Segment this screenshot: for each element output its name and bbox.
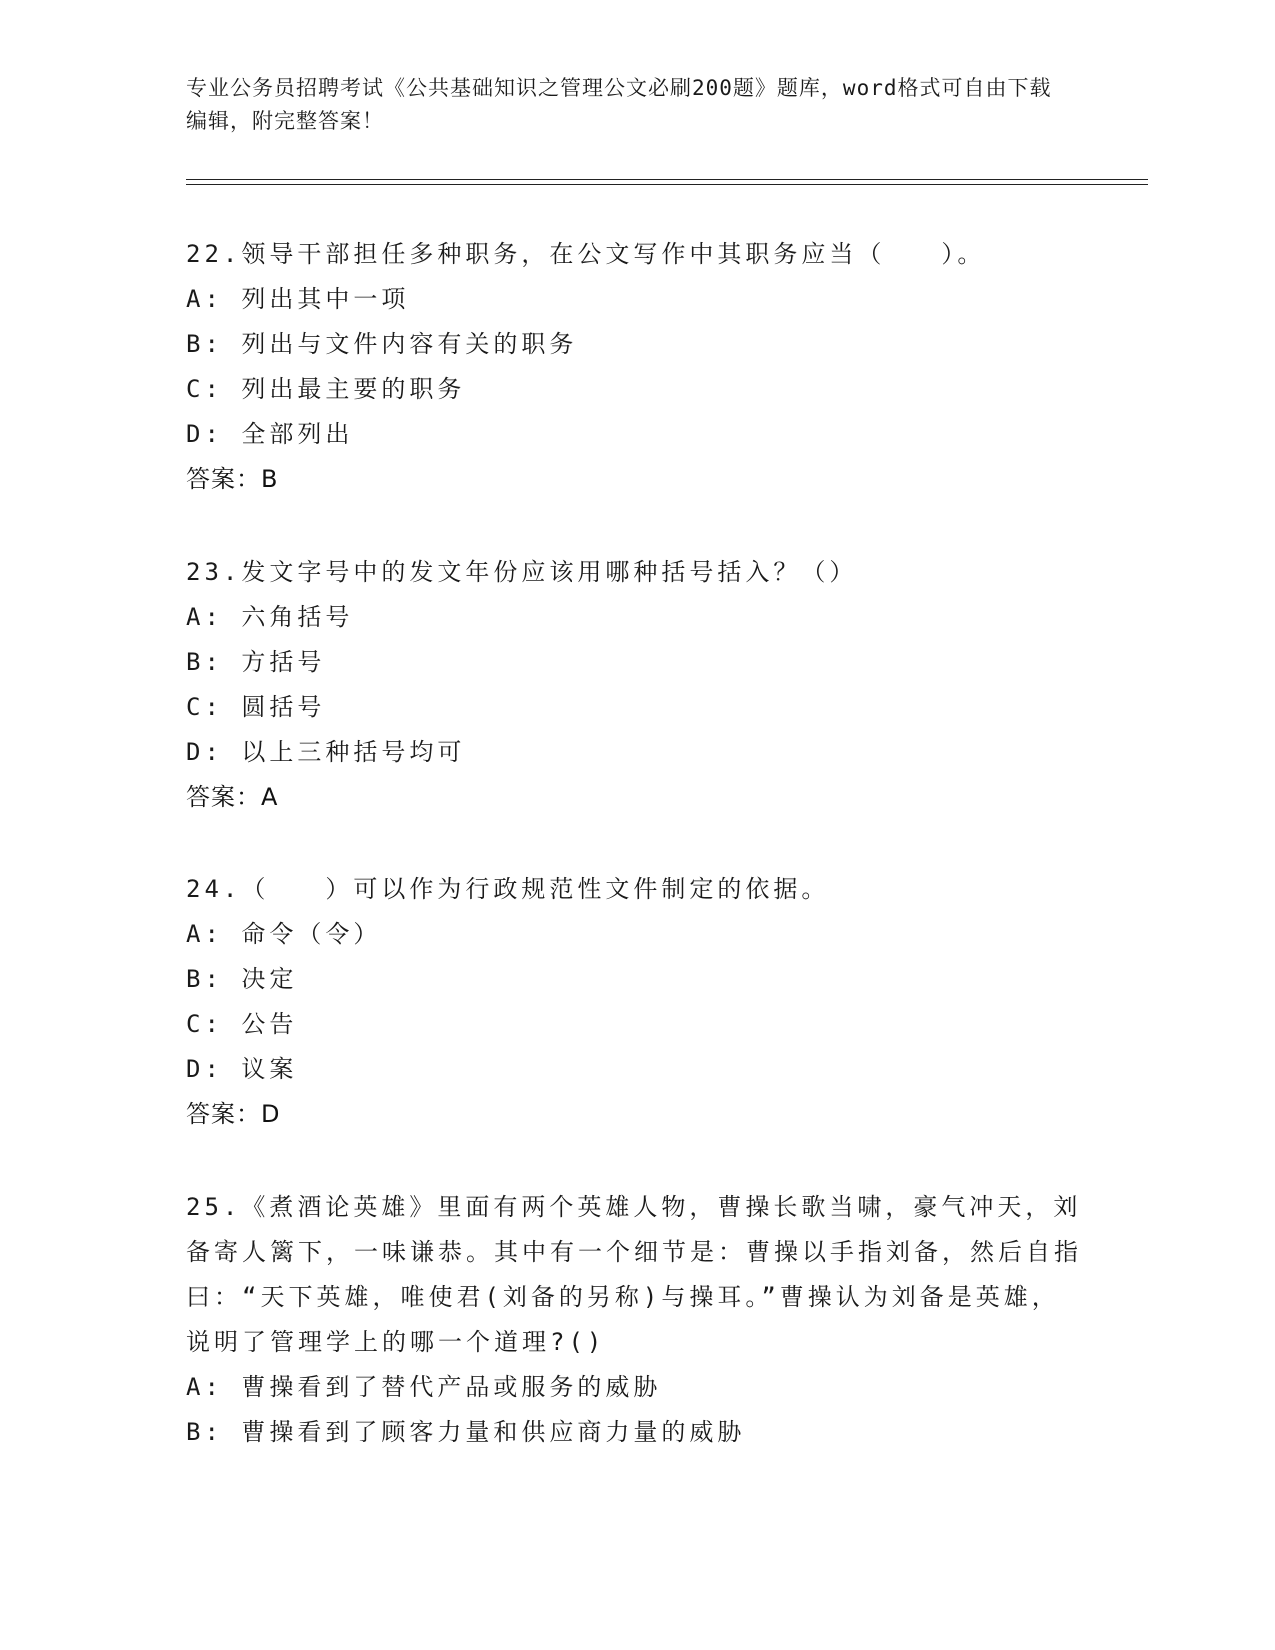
option-a: A: 列出其中一项 (186, 285, 410, 313)
question-23 (186, 550, 1086, 820)
answer: 答案：D (186, 1100, 281, 1128)
question-stem: 25.《煮酒论英雄》里面有两个英雄人物，曹操长歌当啸，豪气冲天，刘备寄人篱下，一味谦恭。其中有一个细节是：曹操以手指刘备，然后自指曰：“天下英雄，唯使君(刘备的另称)与操耳。”曹操认为刘备是英雄，说明了管理学上的哪一个道理?() (186, 1193, 1082, 1356)
question-stem: 22.领导干部担任多种职务，在公文写作中其职务应当（ ）。 (186, 240, 986, 268)
question-25 (186, 1185, 1086, 1455)
option-d: D: 以上三种括号均可 (186, 738, 466, 766)
question-24 (186, 867, 1086, 1137)
question-stem: 23.发文字号中的发文年份应该用哪种括号括入？（） (186, 558, 858, 586)
answer: 答案：B (186, 465, 279, 493)
header-divider-top (186, 179, 1148, 180)
document-header: 专业公务员招聘考试《公共基础知识之管理公文必刷200题》题库，word格式可自由下载编辑，附完整答案！ (186, 76, 1052, 133)
option-a: A: 曹操看到了替代产品或服务的威胁 (186, 1373, 662, 1401)
option-b: B: 决定 (186, 965, 298, 993)
answer: 答案：A (186, 783, 279, 811)
option-a: A: 命令（令） (186, 920, 382, 948)
option-b: B: 曹操看到了顾客力量和供应商力量的威胁 (186, 1418, 746, 1446)
option-c: C: 圆括号 (186, 693, 326, 721)
header-divider-bottom (186, 184, 1148, 185)
option-b: B: 方括号 (186, 648, 326, 676)
option-a: A: 六角括号 (186, 603, 354, 631)
question-stem: 24.（ ）可以作为行政规范性文件制定的依据。 (186, 875, 830, 903)
option-b: B: 列出与文件内容有关的职务 (186, 330, 578, 358)
question-22 (186, 232, 1086, 502)
option-d: D: 议案 (186, 1055, 298, 1083)
option-c: C: 列出最主要的职务 (186, 375, 466, 403)
option-d: D: 全部列出 (186, 420, 354, 448)
option-c: C: 公告 (186, 1010, 298, 1038)
